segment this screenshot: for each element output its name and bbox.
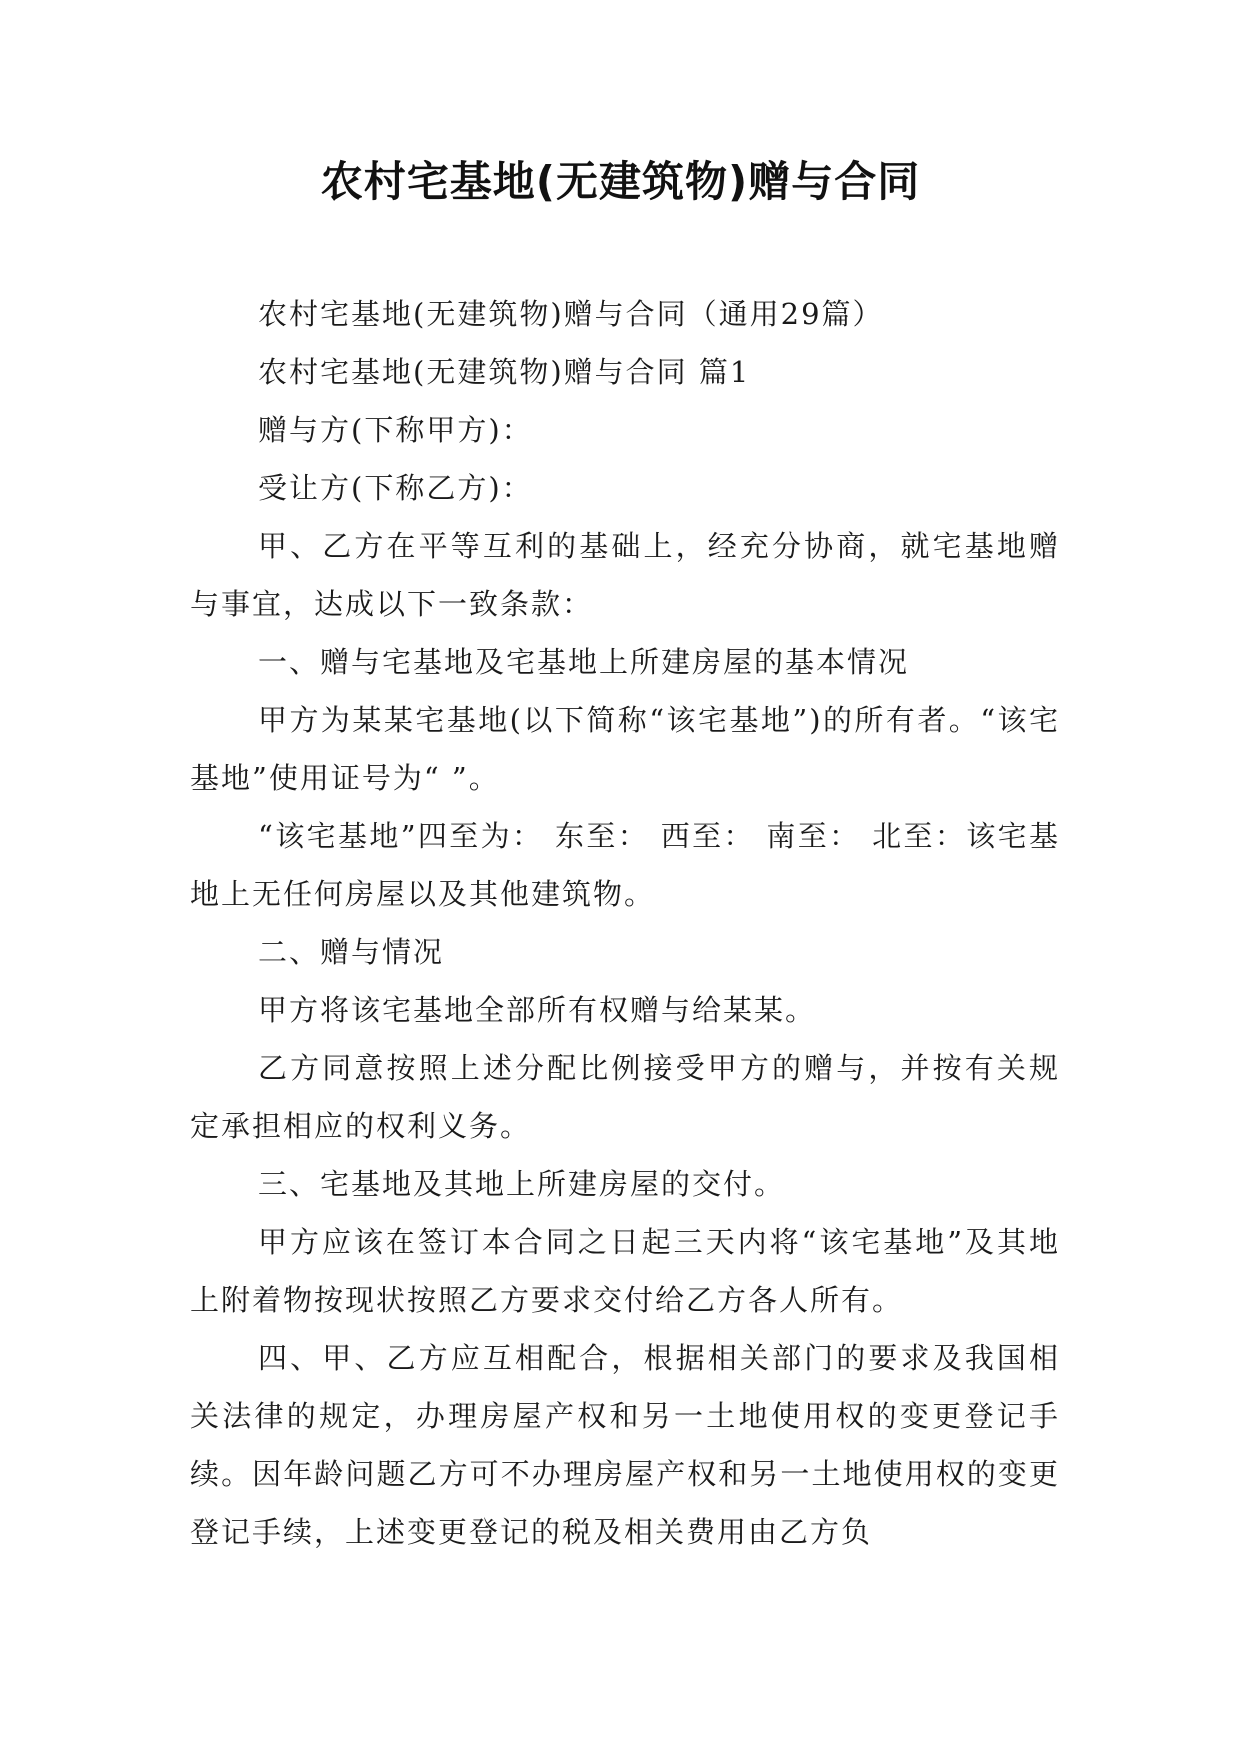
paragraph-clause-4: 四、甲、乙方应互相配合，根据相关部门的要求及我国相关法律的规定，办理房屋产权和另一土地使用权的变更登记手续。因年龄问题乙方可不办理房屋产权和另一土地使用权的变更登记手续，上述变更登记的税及相关费用由乙方负	[190, 1341, 1060, 1549]
paragraph-clause-1-boundaries: “该宅基地”四至为： 东至： 西至： 南至： 北至：该宅基地上无任何房屋以及其他建筑物。	[190, 819, 1060, 911]
paragraph-heading: 农村宅基地(无建筑物)赠与合同（通用29篇）	[258, 297, 884, 331]
paragraph-recipient: 受让方(下称乙方)：	[258, 471, 533, 505]
paragraph-clause-1-heading: 一、赠与宅基地及宅基地上所建房屋的基本情况	[258, 645, 910, 679]
paragraph-clause-2-transfer: 甲方将该宅基地全部所有权赠与给某某。	[258, 993, 817, 1027]
paragraph-clause-2-heading: 二、赠与情况	[258, 935, 445, 969]
paragraph-section-title: 农村宅基地(无建筑物)赠与合同 篇1	[258, 355, 751, 389]
paragraph-clause-1-owner: 甲方为某某宅基地(以下简称“该宅基地”)的所有者。“该宅基地”使用证号为“ ”。	[190, 703, 1060, 795]
paragraph-clause-3-heading: 三、宅基地及其地上所建房屋的交付。	[258, 1167, 786, 1201]
paragraph-donor: 赠与方(下称甲方)：	[258, 413, 533, 447]
document-body	[190, 285, 1060, 1561]
paragraph-preamble: 甲、乙方在平等互利的基础上，经充分协商，就宅基地赠与事宜，达成以下一致条款：	[190, 529, 1060, 621]
document-title: 农村宅基地(无建筑物)赠与合同	[320, 157, 921, 206]
paragraph-clause-3-delivery: 甲方应该在签订本合同之日起三天内将“该宅基地”及其地上附着物按现状按照乙方要求交付给乙方各人所有。	[190, 1225, 1060, 1317]
paragraph-clause-2-acceptance: 乙方同意按照上述分配比例接受甲方的赠与，并按有关规定承担相应的权利义务。	[190, 1051, 1060, 1143]
